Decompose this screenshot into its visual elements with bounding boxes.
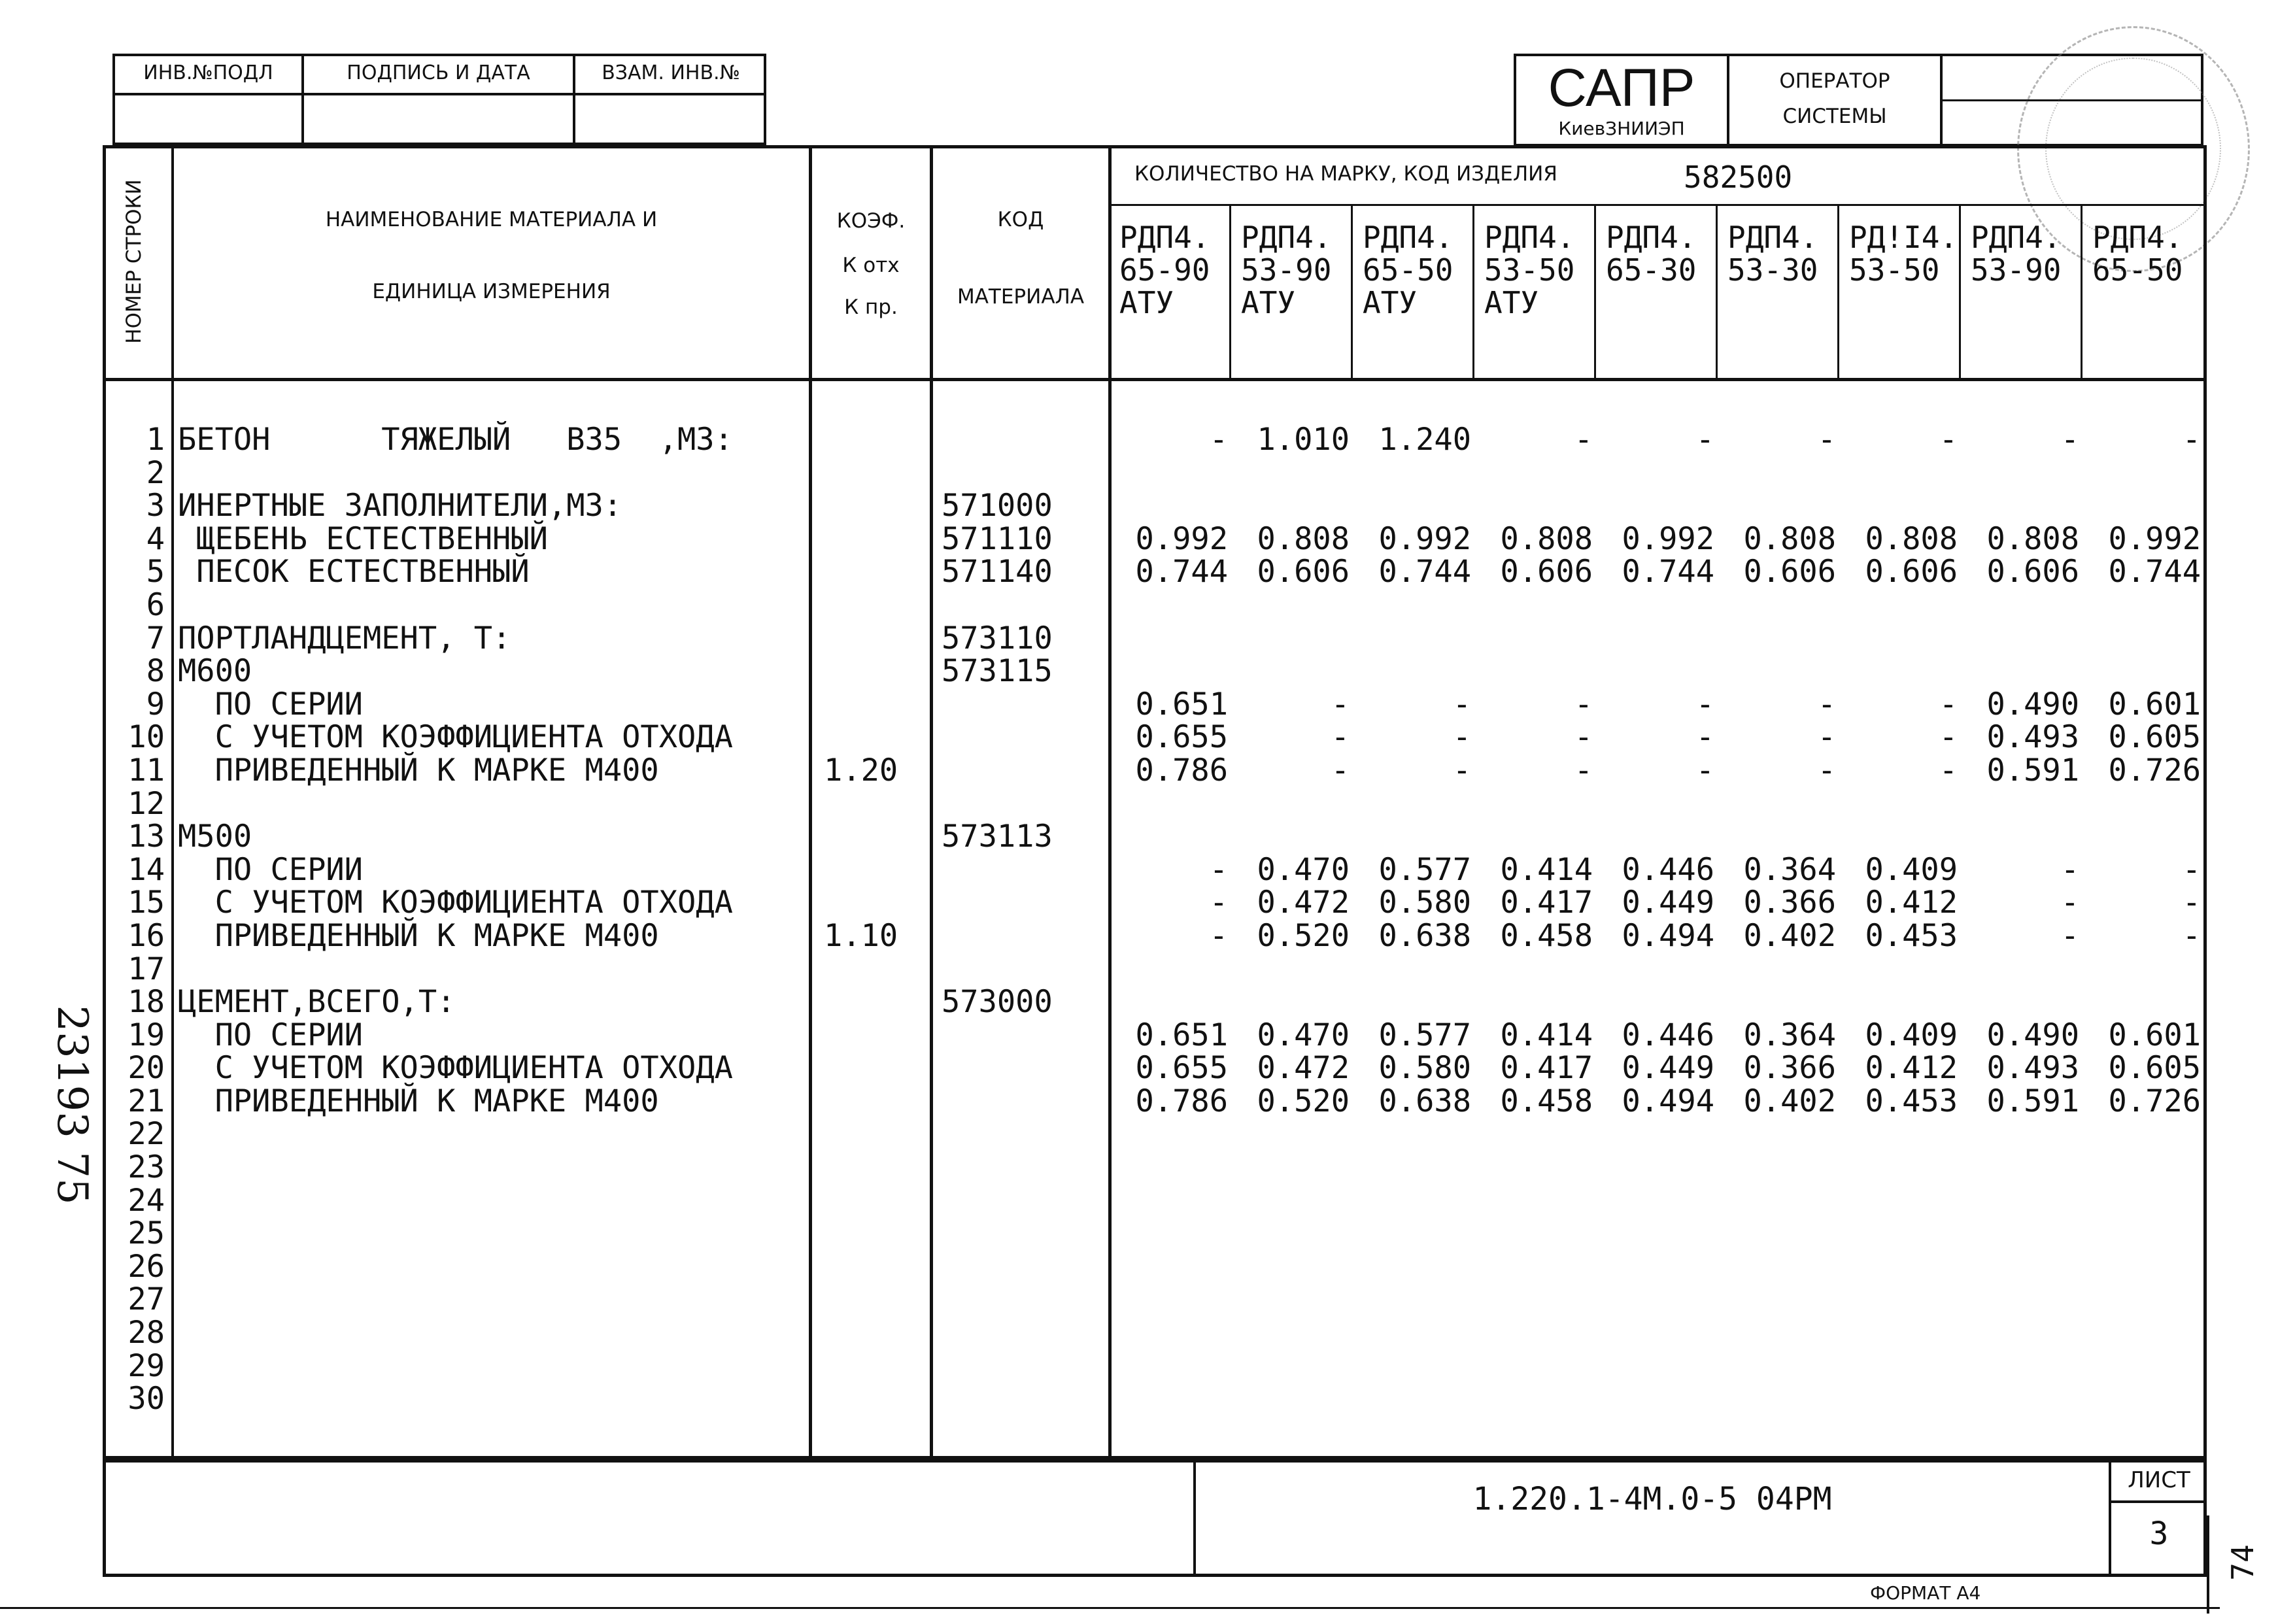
header-quantity: КОЛИЧЕСТВО НА МАРКУ, КОД ИЗДЕЛИЯ (1134, 162, 1557, 186)
quantity-value: - (1209, 422, 1228, 458)
document-code: 1.220.1-4М.0-5 04РМ (1472, 1481, 1832, 1517)
quantity-value: - (1574, 422, 1593, 458)
header-coef-1: КОЭФ. (836, 209, 906, 233)
quantity-value: 0.992 (1135, 520, 1228, 557)
quantity-value: - (2182, 918, 2201, 954)
sapr-title: САПР (1548, 58, 1695, 118)
quantity-value: - (1331, 719, 1350, 756)
material-name: С УЧЕТОМ КОЭФФИЦИЕНТА ОТХОДА (178, 885, 733, 921)
sheet-label: ЛИСТ (2128, 1467, 2190, 1493)
quantity-value: 0.493 (1986, 719, 2079, 756)
quantity-value: - (2060, 422, 2079, 458)
row-number: 10 (128, 719, 165, 756)
column-header-1-line-2: 65-90 (1119, 252, 1210, 288)
column-header-4-line-3: АТУ (1484, 285, 1539, 320)
material-name: М500 (178, 819, 252, 855)
row-number: 27 (128, 1281, 165, 1318)
column-header-8-line-1: РДП4. (1971, 220, 2062, 255)
column-header-3-line-1: РДП4. (1363, 220, 1454, 255)
header-row-number: НОМЕР СТРОКИ (122, 179, 146, 344)
product-code: 582500 (1684, 160, 1793, 195)
quantity-value: 0.726 (2108, 753, 2201, 788)
header-coef-2: К отх (842, 254, 900, 277)
quantity-value: - (1209, 918, 1228, 954)
column-header-6-line-2: 53-30 (1727, 252, 1818, 288)
quantity-value: 0.414 (1500, 1017, 1593, 1053)
inv-number-label: ИНВ.№ПОДЛ (143, 61, 273, 84)
material-name: БЕТОН ТЯЖЕЛЫЙ В35 ,М3: (178, 422, 733, 458)
row-number: 21 (128, 1083, 165, 1119)
operator-label-line1: ОПЕРАТОР (1779, 69, 1890, 93)
quantity-value: 0.808 (1743, 520, 1836, 557)
quantity-value: 0.494 (1622, 1083, 1714, 1119)
quantity-value: - (1695, 753, 1714, 788)
quantity-value: 0.744 (1135, 554, 1228, 590)
quantity-value: 0.364 (1743, 1017, 1836, 1053)
quantity-value: 0.417 (1500, 1050, 1593, 1087)
quantity-value: 0.744 (1378, 554, 1471, 590)
quantity-value: 0.580 (1378, 1050, 1471, 1087)
quantity-value: 0.458 (1500, 918, 1593, 954)
material-name: ПО СЕРИИ (178, 851, 363, 888)
main-table-frame (103, 145, 2207, 1459)
column-header-2-line-3: АТУ (1241, 285, 1296, 320)
quantity-value: - (1939, 719, 1958, 756)
quantity-value: 1.010 (1257, 422, 1350, 458)
margin-handwritten-number: 23193 75 (48, 1005, 96, 1205)
material-name: С УЧЕТОМ КОЭФФИЦИЕНТА ОТХОДА (178, 1050, 733, 1087)
quantity-value: - (1695, 719, 1714, 756)
quantity-value: - (1574, 719, 1593, 756)
row-number: 16 (128, 917, 165, 954)
material-name: М600 (178, 653, 252, 690)
quantity-value: 0.606 (1986, 554, 2079, 590)
row-number: 5 (146, 554, 165, 590)
row-number: 23 (128, 1149, 165, 1186)
quantity-value: 0.651 (1135, 686, 1228, 722)
quantity-value: 0.520 (1257, 918, 1350, 954)
quantity-value: 0.744 (2108, 554, 2201, 590)
column-header-8-line-2: 53-90 (1971, 252, 2062, 288)
material-code: 571140 (942, 554, 1053, 590)
header-material-name-1: НАИМЕНОВАНИЕ МАТЕРИАЛА И (325, 208, 658, 231)
quantity-value: - (2060, 885, 2079, 921)
material-code: 573110 (942, 620, 1053, 656)
row-number: 29 (128, 1347, 165, 1384)
quantity-value: 1.240 (1378, 422, 1471, 458)
material-name: ПРИВЕДЕННЫЙ К МАРКЕ М400 (178, 1083, 659, 1119)
material-code: 571110 (942, 520, 1053, 557)
quantity-value: - (1695, 686, 1714, 722)
quantity-value: 0.808 (1865, 520, 1958, 557)
material-name: ПО СЕРИИ (178, 1017, 363, 1053)
quantity-value: 0.446 (1622, 1017, 1714, 1053)
quantity-value: 0.992 (1378, 520, 1471, 557)
quantity-value: - (1452, 719, 1471, 756)
quantity-value: 0.786 (1135, 1083, 1228, 1119)
quantity-value: - (1817, 422, 1836, 458)
quantity-value: 0.417 (1500, 885, 1593, 921)
quantity-value: 0.606 (1257, 554, 1350, 590)
quantity-value: 0.726 (2108, 1083, 2201, 1119)
quantity-value: - (2182, 885, 2201, 921)
quantity-value: - (1817, 719, 1836, 756)
row-numbers (111, 424, 165, 1416)
row-number: 18 (128, 984, 165, 1021)
quantity-value: 0.494 (1622, 918, 1714, 954)
quantity-value: 0.470 (1257, 1017, 1350, 1053)
quantity-value: 0.601 (2108, 686, 2201, 722)
row-number: 9 (146, 686, 165, 722)
quantity-value: 0.490 (1986, 1017, 2079, 1053)
coefficient-value: 1.20 (824, 753, 898, 788)
quantity-value: - (1939, 753, 1958, 788)
header-code-2: МАТЕРИАЛА (957, 285, 1085, 309)
quantity-value: 0.808 (1986, 520, 2079, 557)
quantity-value: 0.446 (1622, 851, 1714, 888)
quantity-value: 0.606 (1500, 554, 1593, 590)
quantity-value: - (2182, 851, 2201, 888)
row-number: 19 (128, 1017, 165, 1053)
quantity-value: 0.591 (1986, 1083, 2079, 1119)
quantity-value: - (1452, 753, 1471, 788)
quantity-value: - (1817, 753, 1836, 788)
column-header-9-line-2: 65-50 (2092, 252, 2183, 288)
row-number: 1 (146, 422, 165, 458)
row-number: 11 (128, 752, 165, 788)
quantity-value: - (2060, 918, 2079, 954)
column-header-3-line-3: АТУ (1363, 285, 1418, 320)
row-number: 14 (128, 851, 165, 888)
coefficient-value: 1.10 (824, 918, 898, 954)
quantity-value: - (2182, 422, 2201, 458)
quantity-value: 0.453 (1865, 1083, 1958, 1119)
quantity-value: 0.808 (1500, 520, 1593, 557)
material-code: 573000 (942, 984, 1053, 1021)
quantity-value: 0.366 (1743, 1050, 1836, 1087)
row-number: 3 (146, 488, 165, 524)
quantity-value: - (1452, 686, 1471, 722)
inventory-stamp-box (112, 54, 766, 145)
column-header-7-line-1: РД!I4. (1849, 220, 1958, 255)
quantity-value: 0.409 (1865, 851, 1958, 888)
quantity-value: 0.402 (1743, 1083, 1836, 1119)
quantity-value: 0.364 (1743, 851, 1836, 888)
material-name: ПРИВЕДЕННЫЙ К МАРКЕ М400 (178, 753, 659, 788)
header-code-1: КОД (997, 208, 1044, 231)
quantity-value: 0.808 (1257, 520, 1350, 557)
material-name: ЦЕМЕНТ,ВСЕГО,Т: (178, 984, 456, 1021)
quantity-value: 0.992 (1622, 520, 1714, 557)
row-number: 20 (128, 1050, 165, 1087)
header-coef-3: К пр. (844, 296, 898, 319)
quantity-value: - (1331, 686, 1350, 722)
column-header-3-line-2: 65-50 (1363, 252, 1454, 288)
quantity-value: 0.577 (1378, 1017, 1471, 1053)
quantity-value: 0.786 (1135, 753, 1228, 788)
quantity-value: 0.655 (1135, 1050, 1228, 1087)
row-number: 17 (128, 951, 165, 987)
quantity-value: 0.453 (1865, 918, 1958, 954)
column-header-1-line-1: РДП4. (1119, 220, 1210, 255)
row-number: 12 (128, 785, 165, 822)
quantity-value: 0.605 (2108, 719, 2201, 756)
column-header-1-line-3: АТУ (1119, 285, 1174, 320)
quantity-value: 0.493 (1986, 1050, 2079, 1087)
row-number: 2 (146, 454, 165, 491)
row-number: 6 (146, 586, 165, 623)
column-header-2-line-1: РДП4. (1241, 220, 1332, 255)
quantity-value: 0.605 (2108, 1050, 2201, 1087)
column-header-5-line-1: РДП4. (1606, 220, 1697, 255)
sheet-number: 3 (2149, 1515, 2169, 1552)
footer-title-block (103, 1459, 2207, 1577)
quantity-value: 0.606 (1865, 554, 1958, 590)
quantity-value: - (1574, 753, 1593, 788)
quantity-value: 0.470 (1257, 851, 1350, 888)
column-header-2-line-2: 53-90 (1241, 252, 1332, 288)
material-name: ПРИВЕДЕННЫЙ К МАРКЕ М400 (178, 918, 659, 954)
row-number: 30 (128, 1381, 165, 1417)
material-code: 573115 (942, 653, 1053, 690)
page-number-rotated: 74 (2225, 1544, 2260, 1581)
quantity-value: - (1939, 422, 1958, 458)
quantity-value: 0.638 (1378, 1083, 1471, 1119)
quantity-value: 0.449 (1622, 1050, 1714, 1087)
quantity-value: 0.520 (1257, 1083, 1350, 1119)
quantity-value: - (1209, 885, 1228, 921)
quantity-value: - (1209, 851, 1228, 888)
quantity-value: 0.366 (1743, 885, 1836, 921)
quantity-value: - (1695, 422, 1714, 458)
quantity-value: 0.651 (1135, 1017, 1228, 1053)
row-number: 24 (128, 1182, 165, 1219)
header-material-name-2: ЕДИНИЦА ИЗМЕРЕНИЯ (372, 280, 611, 303)
quantity-value: 0.458 (1500, 1083, 1593, 1119)
quantity-value: - (1817, 686, 1836, 722)
quantity-value: - (1331, 753, 1350, 788)
column-header-6-line-1: РДП4. (1727, 220, 1818, 255)
quantity-value: - (1574, 686, 1593, 722)
quantity-value: - (1939, 686, 1958, 722)
material-name: ПЕСОК ЕСТЕСТВЕННЫЙ (178, 554, 530, 590)
quantity-value: 0.449 (1622, 885, 1714, 921)
quantity-value: 0.577 (1378, 851, 1471, 888)
material-name: ПО СЕРИИ (178, 686, 363, 722)
material-name: ПОРТЛАНДЦЕМЕНТ, Т: (178, 620, 511, 656)
row-number: 22 (128, 1116, 165, 1153)
quantity-value: 0.409 (1865, 1017, 1958, 1053)
quantity-value: 0.402 (1743, 918, 1836, 954)
sapr-organization: КиевЗНИИЭП (1558, 118, 1685, 139)
material-code: 571000 (942, 488, 1053, 524)
column-header-4-line-2: 53-50 (1484, 252, 1575, 288)
column-header-7-line-2: 53-50 (1849, 252, 1940, 288)
quantity-value: 0.601 (2108, 1017, 2201, 1053)
operator-label-line2: СИСТЕМЫ (1782, 105, 1887, 128)
row-number: 15 (128, 885, 165, 921)
format-label: ФОРМАТ А4 (1870, 1582, 1981, 1604)
material-code: 573113 (942, 819, 1053, 855)
material-name: ИНЕРТНЫЕ ЗАПОЛНИТЕЛИ,М3: (178, 488, 622, 524)
quantity-value: 0.414 (1500, 851, 1593, 888)
quantity-value: - (2060, 851, 2079, 888)
row-number: 13 (128, 819, 165, 855)
quantity-value: 0.655 (1135, 719, 1228, 756)
column-header-5-line-2: 65-30 (1606, 252, 1697, 288)
column-header-9-line-1: РДП4. (2092, 220, 2183, 255)
row-number: 7 (146, 620, 165, 656)
row-number: 8 (146, 653, 165, 690)
row-number: 26 (128, 1248, 165, 1285)
signature-date-label: ПОДПИСЬ И ДАТА (347, 61, 530, 84)
quantity-value: 0.992 (2108, 520, 2201, 557)
row-number: 28 (128, 1315, 165, 1351)
quantity-value: 0.412 (1865, 1050, 1958, 1087)
quantity-value: 0.490 (1986, 686, 2079, 722)
column-header-4-line-1: РДП4. (1484, 220, 1575, 255)
quantity-value: 0.472 (1257, 1050, 1350, 1087)
quantity-value: 0.744 (1622, 554, 1714, 590)
row-number: 4 (146, 520, 165, 557)
quantity-value: 0.591 (1986, 753, 2079, 788)
material-name: С УЧЕТОМ КОЭФФИЦИЕНТА ОТХОДА (178, 719, 733, 756)
quantity-value: 0.638 (1378, 918, 1471, 954)
quantity-value: 0.606 (1743, 554, 1836, 590)
quantity-value: 0.472 (1257, 885, 1350, 921)
replaced-inv-label: ВЗАМ. ИНВ.№ (602, 61, 740, 84)
material-name: ЩЕБЕНЬ ЕСТЕСТВЕННЫЙ (178, 520, 548, 557)
row-number: 25 (128, 1215, 165, 1252)
quantity-value: 0.580 (1378, 885, 1471, 921)
quantity-value: 0.412 (1865, 885, 1958, 921)
